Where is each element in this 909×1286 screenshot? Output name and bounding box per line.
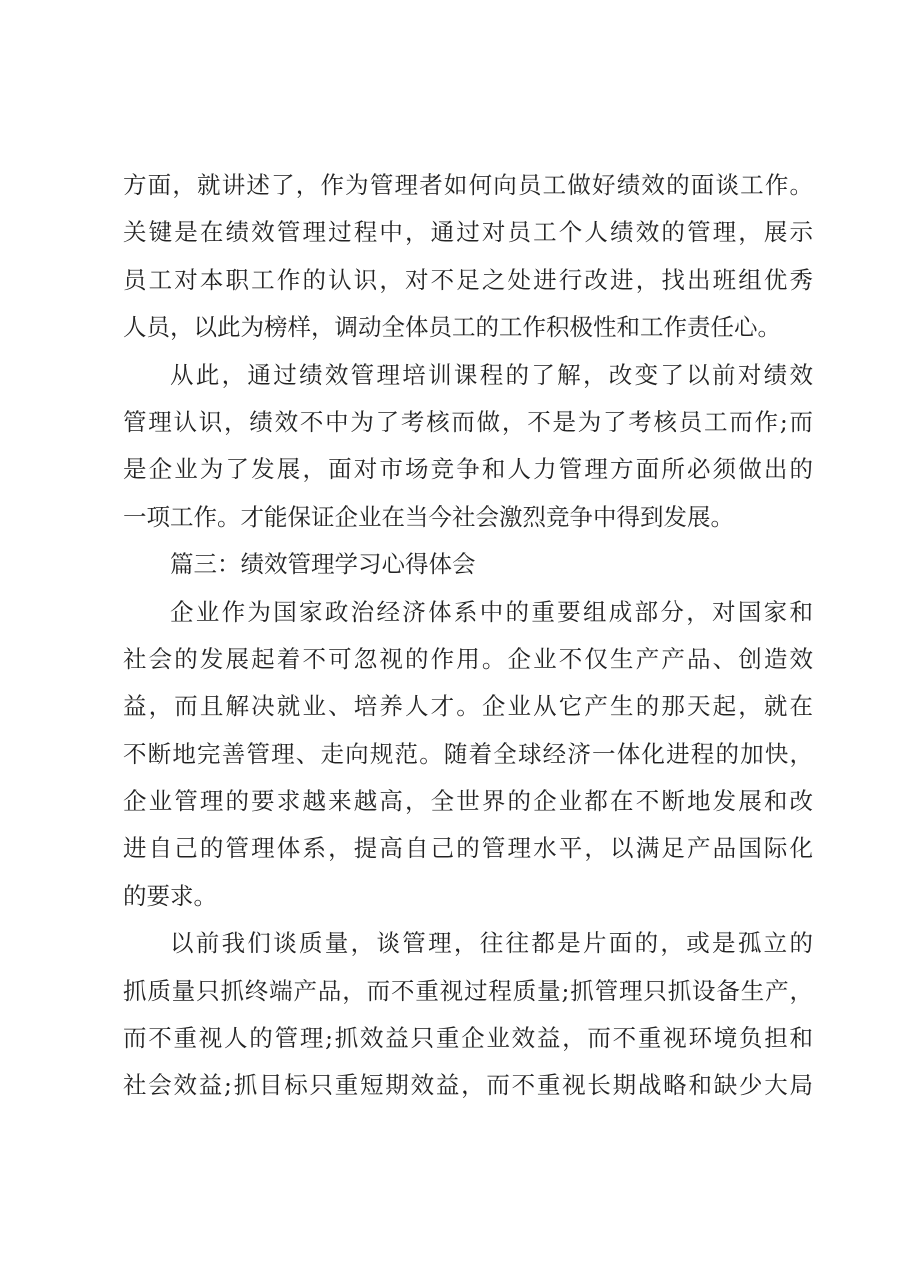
section-heading: 篇三：绩效管理学习心得体会 xyxy=(170,550,476,579)
text-line: 以前我们谈质量，谈管理，往往都是片面的，或是孤立的 xyxy=(170,929,813,958)
text-line: 关键是在绩效管理过程中，通过对员工个人绩效的管理，展示 xyxy=(123,218,813,247)
text-line: 社会效益;抓目标只重短期效益，而不重视长期战略和缺少大局 xyxy=(123,1071,813,1100)
text-line: 进自己的管理体系，提高自己的管理水平，以满足产品国际化 xyxy=(123,834,813,863)
text-line: 员工对本职工作的认识，对不足之处进行改进，找出班组优秀 xyxy=(123,265,813,294)
text-line: 不断地完善管理、走向规范。随着全球经济一体化进程的加快， xyxy=(123,739,813,768)
text-line: 方面，就讲述了，作为管理者如何向员工做好绩效的面谈工作。 xyxy=(123,171,813,199)
document-body xyxy=(123,162,813,1110)
text-line: 社会的发展起着不可忽视的作用。企业不仅生产产品、创造效 xyxy=(123,644,813,673)
text-line: 益，而且解决就业、培养人才。企业从它产生的那天起，就在 xyxy=(123,692,813,721)
text-line: 从此，通过绩效管理培训课程的了解，改变了以前对绩效 xyxy=(170,360,813,389)
text-line: 管理认识，绩效不中为了考核而做，不是为了考核员工而作;而 xyxy=(123,407,813,436)
text-line: 企业作为国家政治经济体系中的重要组成部分，对国家和 xyxy=(170,597,813,626)
text-line: 人员，以此为榜样，调动全体员工的工作积极性和工作责任心。 xyxy=(123,313,781,342)
text-line: 抓质量只抓终端产品，而不重视过程质量;抓管理只抓设备生产， xyxy=(123,976,813,1005)
text-line: 一项工作。才能保证企业在当今社会激烈竞争中得到发展。 xyxy=(123,502,734,531)
text-line: 而不重视人的管理;抓效益只重企业效益，而不重视环境负担和 xyxy=(123,1024,813,1053)
text-line: 企业管理的要求越来越高，全世界的企业都在不断地发展和改 xyxy=(123,787,813,816)
text-line: 是企业为了发展，面对市场竞争和人力管理方面所必须做出的 xyxy=(123,455,813,484)
text-line: 的要求。 xyxy=(123,881,217,910)
